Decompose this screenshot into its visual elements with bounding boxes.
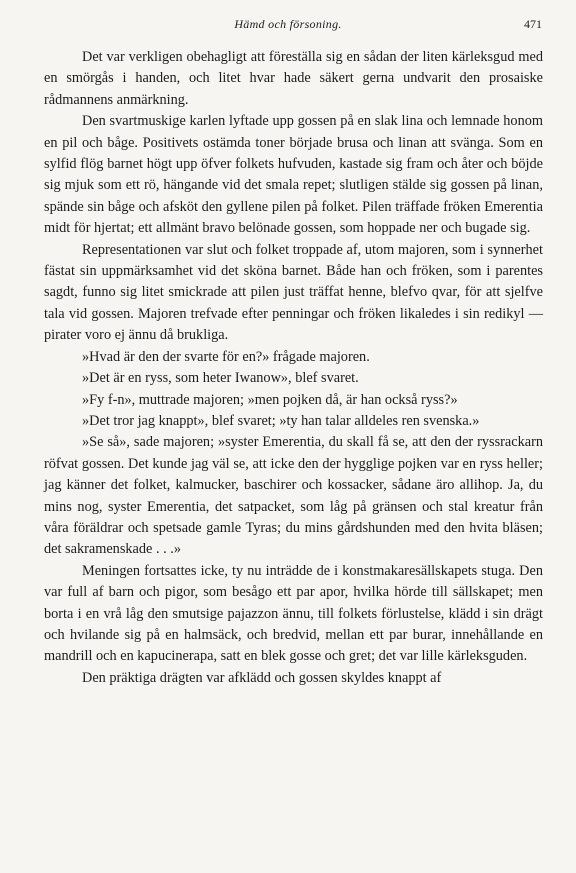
paragraph: Representationen var slut och folket troppade af, utom majoren, som i synnerhet fästat sin uppmärksamhet vid det sköna barnet. Både han och fröken, som i parentes sagdt, funno sig litet smickrade att pilen just träffat henne, blefvo qvar, för att sjelfve tala vid gossen. Majoren trefvade efter penningar och fröken likaledes i sin redikyl — pirater voro ej ännu då brukliga. bbox=[44, 241, 543, 344]
paragraph: Meningen fortsattes icke, ty nu inträdde de i konstmakaresällskapets stuga. Den var full af barn och pigor, som besågo ett par apor, hvilka hörde till sällskapet; men borta i en vrå låg den smutsige pajazzon ännu, till folkets förlustelse, klädd i sin drägt och hvilande sig på en halmsäck, och bredvid, mellan ett par burar, innehållande en mandrill och en kapucinerapa, satt en blek gosse och gret; det var lille kärleksguden. bbox=[44, 562, 543, 665]
running-title: Hämd och försoning. bbox=[234, 17, 342, 31]
body-text bbox=[44, 47, 543, 689]
page-number: 471 bbox=[524, 17, 542, 31]
paragraph: Den svartmuskige karlen lyftade upp gossen på en slak lina och lemnade honom en pil och båge. Positivets ostämda toner började brusa och linan att svänga. Som en sylfid flög barnet högt upp öfver folkets hufvuden, kastade sig fram och åter och böjde sig mjuk som ett rö, hängande vid det smala repet; slutligen stälde sig gossen på linan, spände sin båge och afsköt den gyllene pilen på folket. Pilen träffade fröken Emerentia midt för hjertat; ett allmänt bravo belönade gossen, som hoppade ner och bugade sig. bbox=[44, 113, 543, 237]
running-head bbox=[0, 17, 576, 37]
paragraph: »Det är en ryss, som heter Iwanow», blef svaret. bbox=[82, 370, 359, 387]
paragraph: »Hvad är den der svarte för en?» frågade majoren. bbox=[82, 348, 370, 365]
paragraph: »Det tror jag knappt», blef svaret; »ty han talar alldeles ren svenska.» bbox=[82, 412, 480, 429]
paragraph: Den präktiga drägten var afklädd och gossen skyldes knappt af bbox=[82, 669, 442, 686]
paragraph: »Fy f-n», muttrade majoren; »men pojken då, är han också ryss?» bbox=[82, 391, 458, 408]
paragraph: Det var verkligen obehagligt att föreställa sig en sådan der liten kärleksgud med en smörgås i handen, och litet hvar hade säkert gerna undvarit den prosaiske rådmannens anmärkning. bbox=[44, 49, 543, 108]
paragraph: »Se så», sade majoren; »syster Emerentia, du skall få se, att den der ryssrackarn röfvat gossen. Det kunde jag väl se, att icke den der hygglige pojken var en ryss heller; jag känner det folket, kalmucker, baschirer och kossacker, sådane äro allihop. Ja, du mins nog, syster Emerentia, det satpacket, som låg på gränsen och stal kreatur från våra föräldrar och spetsade gamle Tyras; du mins gårdshunden med den hvita bläsen; det sakramenskade . . .» bbox=[44, 434, 543, 558]
